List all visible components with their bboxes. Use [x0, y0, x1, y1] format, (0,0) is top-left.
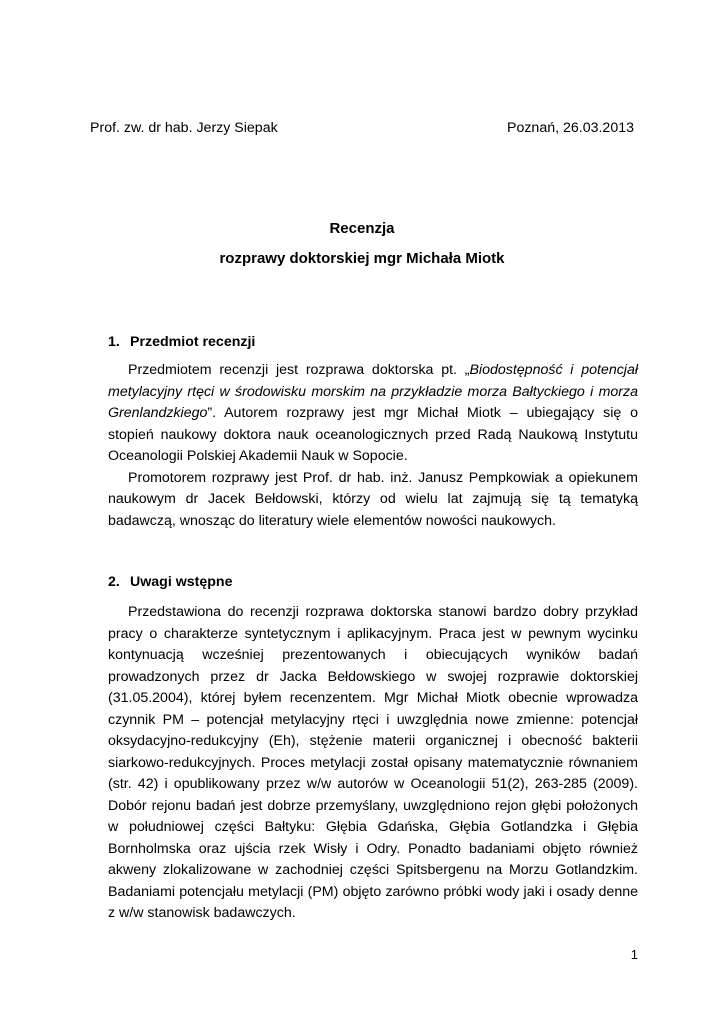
section-2-title: Uwagi wstępne	[130, 574, 233, 590]
title-line-2: rozprawy doktorskiej mgr Michała Miotk	[219, 250, 505, 267]
dissertation-title: Biodostępność i potencjał metylacyjny rtęci w środowisku morskim na przykładzie morza Bałtyckiego i morza Grenlandzkiego	[108, 362, 639, 421]
section-1-number: 1.	[108, 334, 120, 350]
section-1-paragraph-2: Promotorem rozprawy jest Prof. dr hab. inż. Janusz Pempkowiak a opiekunem naukowym dr Jacek Bełdowski, którzy od wielu lat zajmują się tą tematyką badawczą, wnosząc do literatury wiele elementów nowości naukowych.	[108, 469, 638, 529]
section-1-heading	[108, 334, 255, 350]
place-date-line: Poznań, 26.03.2013	[506, 120, 634, 136]
section-2-paragraph-1: Przedstawiona do recenzji rozprawa doktorska stanowi bardzo dobry przykład pracy o charakterze syntetycznym i aplikacyjnym. Praca jest w pewnym wycinku kontynuacją wcześniej prezentowanych i obiecujących wyników badań prowadzonych przez dr Jacka Bełdowskiego w swojej rozprawie doktorskiej (31.05.2004), której byłem recenzentem. Mgr Michał Miotk obecnie wprowadza czynnik PM – potencjał metylacyjny rtęci i uwzględnia nowe zmienne: potencjał oksydacyjno-redukcyjny (Eh), stężenie materii organicznej i obecność bakterii siarkowo-redukcyjnych. Proces metylacji został opisany matematycznie równaniem (str. 42) i opublikowany przez w/w autorów w Oceanologii 51(2), 263-285 (2009). Dobór rejonu badań jest dobrze przemyślany, uwzględniono rejon głębi położonych w południowej części Bałtyku: Głębia Gdańska, Głębia Gotlandzka i Głębia Bornholmska oraz ujścia rzek Wisły i Odry. Ponadto badaniami objęto również akweny zlokalizowane w zachodniej części Spitsbergenu na Morzu Gotlandzkim. Badaniami potencjału metylacji (PM) objęto zarówno próbki wody jaki i osady denne z w/w stanowisk badawczych.	[108, 604, 638, 921]
section-2-number: 2.	[108, 574, 120, 590]
section-1-paragraph-1: Przedmiotem recenzji jest rozprawa doktorska pt. „Biodostępność i potencjał metylacyjny rtęci w środowisku morskim na przykładzie morza Bałtyckiego i morza Grenlandzkiego”. Autorem rozprawy jest mgr Michał Miotk – ubiegający się o stopień naukowy doktora nauk oceanologicznych przed Radą Naukową Instytutu Oceanologii Polskiej Akademii Nauk w Sopocie.	[108, 362, 639, 464]
author-line: Prof. zw. dr hab. Jerzy Siepak	[90, 120, 278, 136]
section-1-body	[108, 360, 638, 532]
section-2-body	[108, 602, 638, 925]
document-title	[0, 214, 724, 274]
page-number: 1	[630, 947, 638, 962]
title-line-1: Recenzja	[329, 220, 395, 237]
section-1-title: Przedmiot recenzji	[130, 334, 256, 350]
section-2-heading	[108, 574, 233, 590]
